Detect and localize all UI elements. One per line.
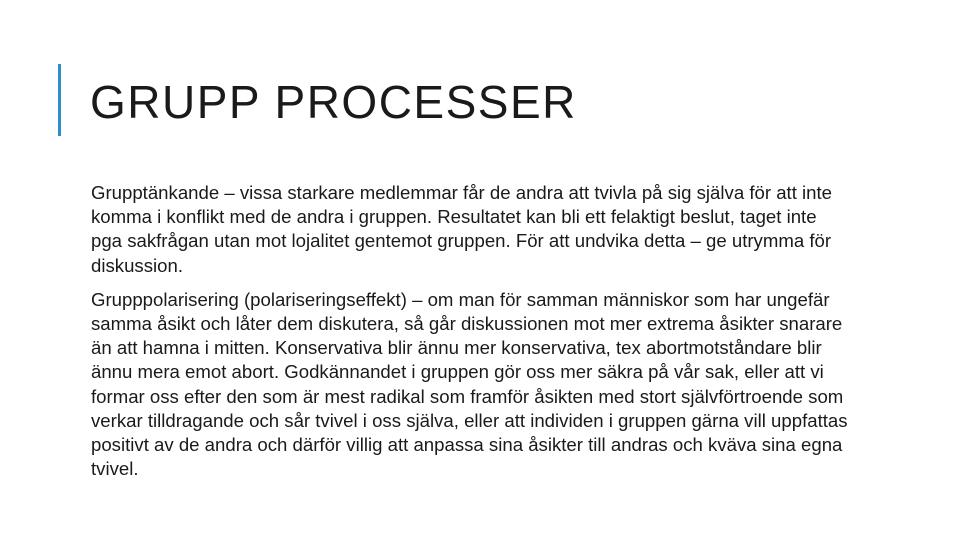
text-grupptankande: – vissa starkare medlemmar får de andra att tvivla på sig själva för att inte komma i konflikt med de andra i gruppen. Resultatet kan bli ett felaktigt beslut, taget inte pga sakfrågan utan mot lojalitet gentemot gruppen. För att undvika detta – ge utrymma för diskussion. [91, 182, 833, 276]
text-grupppolarisering: (polariseringseffekt) – om man för samman människor som har ungefär samma åsikt och låter dem diskutera, så går diskussionen mot mer extrema åsikter snarare än att hamna i mitten. Konservativa blir ännu mer konservativa, tex abortmotståndare blir ännu mera emot abort. Godkännandet i gruppen gör oss mer säkra på vår sak, eller att vi formar oss efter den som är mest radikal som framför åsikten med stort självförtroende som verkar tilldragande och sår tvivel i oss själva, eller att individen i gruppen gärna vill uppfattas positivt av de andra och därför villig att anpassa sina åsikter till andras och kväva sina egna tvivel. [91, 288, 848, 480]
term-grupptankande: Grupptänkande [91, 182, 220, 203]
title-accent-bar [58, 64, 61, 136]
paragraph-grupppolarisering [91, 288, 851, 482]
slide-title: GRUPP PROCESSER [90, 76, 577, 128]
paragraph-grupptankande [91, 181, 851, 278]
slide-body [91, 181, 851, 491]
term-grupppolarisering: Grupppolarisering [91, 288, 239, 310]
